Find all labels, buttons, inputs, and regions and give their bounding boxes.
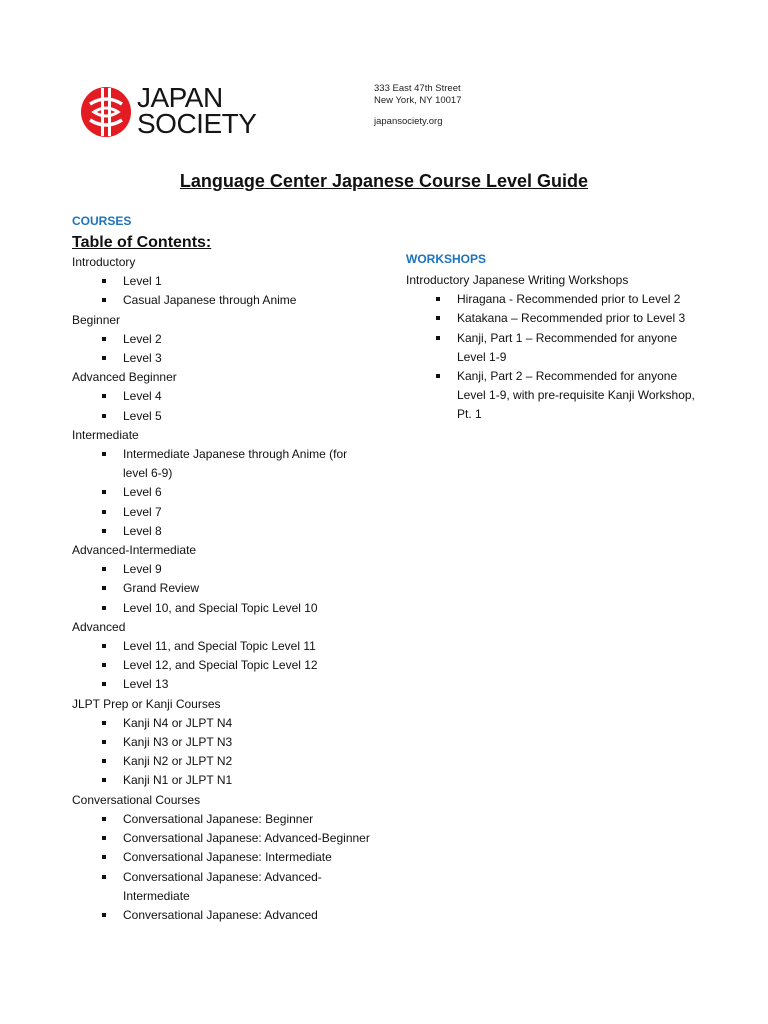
list-item: Level 4 [72, 387, 372, 406]
list-item: Hiragana - Recommended prior to Level 2 [406, 290, 706, 309]
courses-label: COURSES [72, 214, 132, 228]
list-item: Kanji, Part 2 – Recommended for anyone Level 1-9, with pre-requisite Kanji Workshop, Pt. 1 [406, 367, 706, 425]
courses-list [72, 253, 372, 925]
list-item: Intermediate Japanese through Anime (for level 6-9) [72, 445, 372, 483]
course-items [72, 272, 372, 310]
list-item: Level 9 [72, 560, 372, 579]
list-item: Conversational Japanese: Advanced [72, 906, 372, 925]
list-item: Level 11, and Special Topic Level 11 [72, 637, 372, 656]
course-items [72, 445, 372, 541]
workshop-items [406, 290, 706, 424]
course-category: Introductory [72, 255, 136, 269]
list-item: Level 6 [72, 483, 372, 502]
course-category: Advanced [72, 619, 126, 634]
course-category: Beginner [72, 312, 121, 327]
course-category: Advanced-Intermediate [72, 543, 197, 558]
list-item: Conversational Japanese: Advanced-Beginner [72, 829, 372, 848]
list-item: Grand Review [72, 579, 372, 598]
page-title: Language Center Japanese Course Level Guide [179, 171, 589, 191]
list-item: Conversational Japanese: Advanced-Intermediate [72, 868, 372, 906]
course-category: Intermediate [72, 427, 139, 442]
list-item: Kanji N4 or JLPT N4 [72, 714, 372, 733]
japan-society-logo [80, 84, 265, 140]
website-link[interactable]: japansociety.org [374, 116, 443, 127]
logo-wordmark [137, 82, 257, 139]
course-items [72, 810, 372, 925]
list-item: Level 10, and Special Topic Level 10 [72, 599, 372, 618]
list-item: Level 3 [72, 349, 372, 368]
japan-society-emblem-icon [80, 84, 132, 140]
list-item: Level 13 [72, 675, 372, 694]
list-item: Conversational Japanese: Beginner [72, 810, 372, 829]
list-item: Kanji, Part 1 – Recommended for anyone Level 1-9 [406, 329, 706, 367]
list-item: Kanji N3 or JLPT N3 [72, 733, 372, 752]
address-block [374, 83, 462, 128]
logo-line-1: JAPAN [137, 82, 223, 113]
course-items [72, 387, 372, 425]
list-item: Kanji N1 or JLPT N1 [72, 771, 372, 790]
workshop-category: Introductory Japanese Writing Workshops [406, 273, 629, 287]
list-item: Level 7 [72, 503, 372, 522]
street-address: 333 East 47th Street [374, 83, 461, 94]
list-item: Casual Japanese through Anime [72, 291, 372, 310]
list-item: Level 2 [72, 330, 372, 349]
course-items [72, 714, 372, 791]
workshops-list [406, 271, 706, 425]
list-item: Conversational Japanese: Intermediate [72, 848, 372, 867]
list-item: Level 8 [72, 522, 372, 541]
list-item: Level 5 [72, 407, 372, 426]
list-item: Level 12, and Special Topic Level 12 [72, 656, 372, 675]
list-item: Kanji N2 or JLPT N2 [72, 752, 372, 771]
logo-line-2: SOCIETY [137, 108, 257, 139]
course-category: Conversational Courses [72, 792, 201, 807]
course-category: JLPT Prep or Kanji Courses [72, 696, 221, 711]
list-item: Katakana – Recommended prior to Level 3 [406, 309, 706, 328]
workshops-label: WORKSHOPS [406, 252, 487, 266]
course-category: Advanced Beginner [72, 370, 177, 385]
city-address: New York, NY 10017 [374, 95, 462, 106]
table-of-contents-heading: Table of Contents: [72, 234, 212, 251]
list-item: Level 1 [72, 272, 372, 291]
course-items [72, 637, 372, 695]
course-items [72, 560, 372, 618]
course-items [72, 330, 372, 368]
